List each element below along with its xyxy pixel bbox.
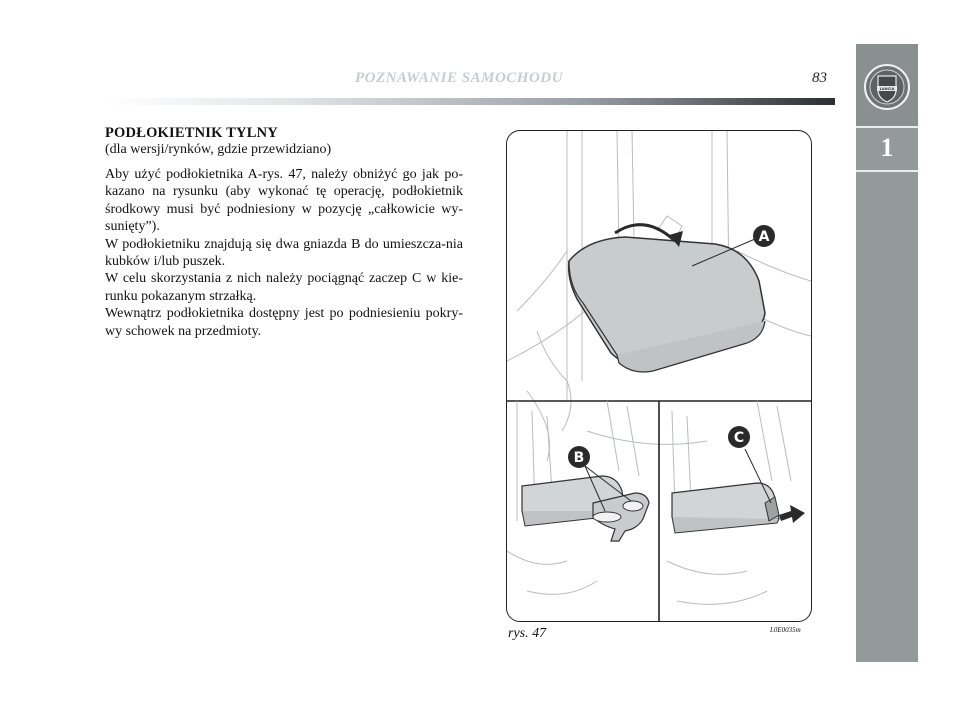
sidebar-divider xyxy=(856,170,918,172)
page-number: 83 xyxy=(812,70,827,86)
section-subtitle: (dla wersji/rynków, gdzie przewidziano) xyxy=(105,142,332,157)
running-header-title: POZNAWANIE SAMOCHODU xyxy=(355,70,563,86)
label-b: B xyxy=(573,450,585,466)
chapter-number: 1 xyxy=(880,133,894,162)
label-a: A xyxy=(758,229,770,245)
paragraph: Wewnątrz podłokietnika dostępny jest po podniesieniu pokry-wy schowek na przedmioty. xyxy=(105,306,463,339)
paragraph: W celu skorzystania z nich należy pociągnąć zaczep C w kie-runku pokazanym strzałką. xyxy=(105,271,463,304)
header-rule xyxy=(105,98,835,105)
section-title: PODŁOKIETNIK TYLNY xyxy=(105,125,278,141)
figure-caption: rys. 47 xyxy=(508,626,547,641)
armrest-illustration xyxy=(506,130,812,622)
label-c: C xyxy=(733,430,745,446)
paragraph: W podłokietniku znajdują się dwa gniazda B do umieszcza-nia kubków i/lub puszek. xyxy=(105,236,463,270)
paragraph: Aby użyć podłokietnika A-rys. 47, należy obniżyć go jak po-kazano na rysunku (aby wykonać tę operację, podłokietnik środkowy musi być podniesiony w pozycję „całkowicie wy-sunięty”). xyxy=(105,167,463,235)
body-text xyxy=(105,166,463,340)
sidebar-divider xyxy=(856,126,918,128)
logo-text: LANCIA xyxy=(879,87,895,91)
lancia-logo xyxy=(862,62,912,117)
lancia-shield-icon xyxy=(862,62,912,112)
pull-arrow xyxy=(779,505,805,523)
figure-code: L0E0035m xyxy=(770,626,801,634)
